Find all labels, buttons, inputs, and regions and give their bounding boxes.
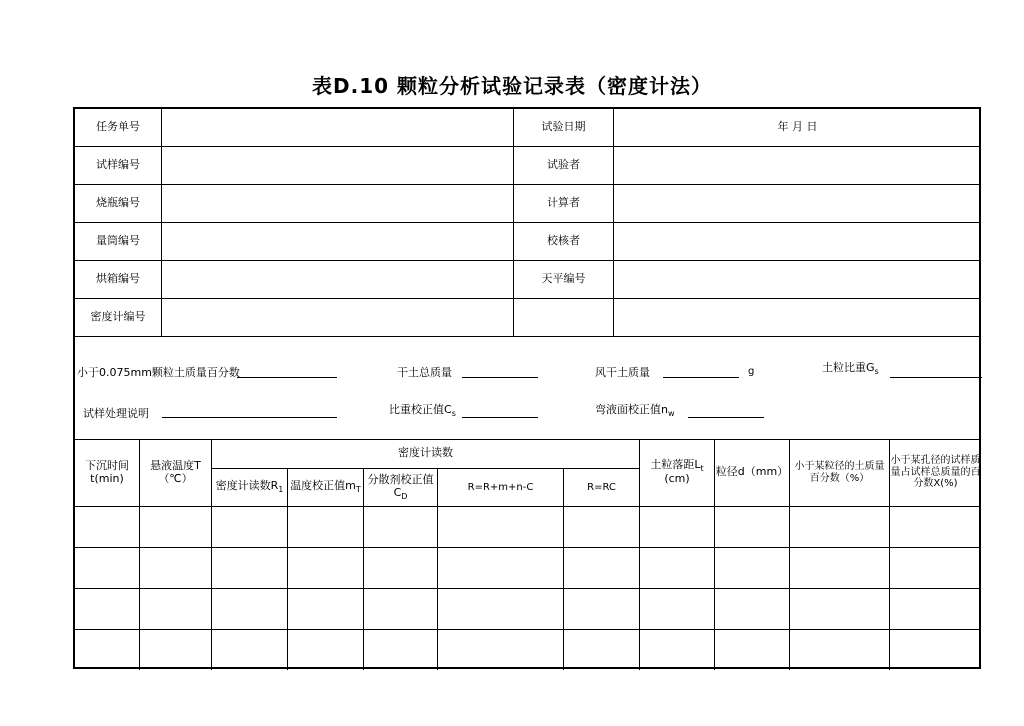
info-label-right: 校核者 bbox=[514, 223, 614, 261]
table-cell[interactable] bbox=[790, 630, 890, 670]
table-cell[interactable] bbox=[564, 630, 640, 670]
air-dry-mass-label: 风干土质量 bbox=[595, 366, 650, 379]
specific-gravity-label: 土粒比重$G_s$ bbox=[822, 361, 879, 377]
header-percent-finer: 小于某粒径的土质量百分数（%） bbox=[790, 439, 890, 507]
info-label-right: 试验日期 bbox=[514, 109, 614, 147]
table-cell[interactable] bbox=[212, 589, 288, 630]
table-cell[interactable] bbox=[140, 548, 212, 589]
header-percent-total: 小于某孔径的试样质量占试样总质量的百分数X(%) bbox=[890, 439, 981, 507]
table-cell[interactable] bbox=[438, 630, 564, 670]
record-form bbox=[73, 107, 981, 669]
dry-mass-field[interactable] bbox=[462, 377, 538, 378]
table-cell[interactable] bbox=[140, 589, 212, 630]
info-value-right[interactable] bbox=[614, 185, 981, 223]
info-value-right[interactable] bbox=[614, 223, 981, 261]
info-value-left[interactable] bbox=[162, 261, 514, 299]
meniscus-correction-label: 弯液面校正值$n_w$ bbox=[595, 403, 675, 419]
table-cell[interactable] bbox=[715, 630, 790, 670]
info-value-right[interactable] bbox=[614, 261, 981, 299]
table-cell[interactable] bbox=[790, 507, 890, 548]
table-cell[interactable] bbox=[75, 507, 140, 548]
table-cell[interactable] bbox=[364, 507, 438, 548]
header-reading-r1: 密度计读数$R_1$ bbox=[212, 469, 288, 507]
table-cell[interactable] bbox=[288, 548, 364, 589]
fines-percent-label: 小于0.075mm颗粒土质量百分数 bbox=[77, 366, 240, 379]
meniscus-correction-field[interactable] bbox=[688, 417, 764, 418]
table-cell[interactable] bbox=[75, 630, 140, 670]
header-hydrometer-reading: 密度计读数 bbox=[212, 439, 640, 469]
info-value-left[interactable] bbox=[162, 185, 514, 223]
header-particle-diameter: 粒径d（mm） bbox=[715, 439, 790, 507]
header-fall-distance: 土粒落距$L_t$ (cm) bbox=[640, 439, 715, 507]
table-cell[interactable] bbox=[364, 630, 438, 670]
table-cell[interactable] bbox=[890, 630, 981, 670]
info-value-right[interactable] bbox=[614, 299, 981, 337]
table-cell[interactable] bbox=[790, 548, 890, 589]
table-cell[interactable] bbox=[288, 630, 364, 670]
fines-percent-field[interactable] bbox=[237, 377, 337, 378]
table-cell[interactable] bbox=[364, 589, 438, 630]
sg-correction-label: 比重校正值$C_s$ bbox=[389, 403, 456, 419]
table-cell[interactable] bbox=[890, 507, 981, 548]
header-formula-rh: R=RC bbox=[564, 469, 640, 507]
table-cell[interactable] bbox=[715, 507, 790, 548]
info-value-left[interactable] bbox=[162, 299, 514, 337]
header-dispersant-correction: 分散剂校正值 $C_D$ bbox=[364, 469, 438, 507]
table-cell[interactable] bbox=[140, 507, 212, 548]
info-label-left: 密度计编号 bbox=[75, 299, 162, 337]
page-title: 表D.10 颗粒分析试验记录表（密度计法） bbox=[312, 74, 712, 98]
table-cell[interactable] bbox=[212, 507, 288, 548]
air-dry-mass-unit: g bbox=[748, 366, 755, 377]
header-settling-time: 下沉时间t(min) bbox=[75, 439, 140, 507]
table-cell[interactable] bbox=[288, 589, 364, 630]
info-value-left[interactable] bbox=[162, 109, 514, 147]
table-cell[interactable] bbox=[715, 589, 790, 630]
info-label-left: 烧瓶编号 bbox=[75, 185, 162, 223]
table-cell[interactable] bbox=[212, 630, 288, 670]
info-label-right: 试验者 bbox=[514, 147, 614, 185]
table-cell[interactable] bbox=[75, 548, 140, 589]
info-label-left: 试样编号 bbox=[75, 147, 162, 185]
table-cell[interactable] bbox=[640, 507, 715, 548]
table-cell[interactable] bbox=[640, 589, 715, 630]
table-cell[interactable] bbox=[790, 589, 890, 630]
table-cell[interactable] bbox=[890, 589, 981, 630]
table-cell[interactable] bbox=[364, 548, 438, 589]
header-temp-correction: 温度校正值$m_T$ bbox=[288, 469, 364, 507]
info-label-left: 量筒编号 bbox=[75, 223, 162, 261]
info-label-right bbox=[514, 299, 614, 337]
table-cell[interactable] bbox=[438, 548, 564, 589]
treatment-label: 试样处理说明 bbox=[83, 407, 149, 420]
info-label-left: 任务单号 bbox=[75, 109, 162, 147]
sg-correction-field[interactable] bbox=[462, 417, 538, 418]
info-label-right: 计算者 bbox=[514, 185, 614, 223]
table-cell[interactable] bbox=[564, 548, 640, 589]
info-value-left[interactable] bbox=[162, 147, 514, 185]
table-cell[interactable] bbox=[75, 589, 140, 630]
treatment-field[interactable] bbox=[162, 417, 337, 418]
info-value-left[interactable] bbox=[162, 223, 514, 261]
header-formula-rm: R=R+m+n-C bbox=[438, 469, 564, 507]
info-value-right[interactable]: 年 月 日 bbox=[614, 109, 981, 147]
table-cell[interactable] bbox=[715, 548, 790, 589]
table-cell[interactable] bbox=[640, 548, 715, 589]
table-cell[interactable] bbox=[640, 630, 715, 670]
table-cell[interactable] bbox=[438, 507, 564, 548]
specific-gravity-field[interactable] bbox=[890, 377, 982, 378]
info-value-right[interactable] bbox=[614, 147, 981, 185]
table-cell[interactable] bbox=[140, 630, 212, 670]
table-cell[interactable] bbox=[288, 507, 364, 548]
air-dry-mass-field[interactable] bbox=[663, 377, 739, 378]
table-cell[interactable] bbox=[564, 507, 640, 548]
info-label-left: 烘箱编号 bbox=[75, 261, 162, 299]
header-suspension-temp: 悬液温度T（℃） bbox=[140, 439, 212, 507]
table-cell[interactable] bbox=[564, 589, 640, 630]
info-label-right: 天平编号 bbox=[514, 261, 614, 299]
table-cell[interactable] bbox=[890, 548, 981, 589]
dry-mass-label: 干土总质量 bbox=[397, 366, 452, 379]
table-cell[interactable] bbox=[438, 589, 564, 630]
table-cell[interactable] bbox=[212, 548, 288, 589]
